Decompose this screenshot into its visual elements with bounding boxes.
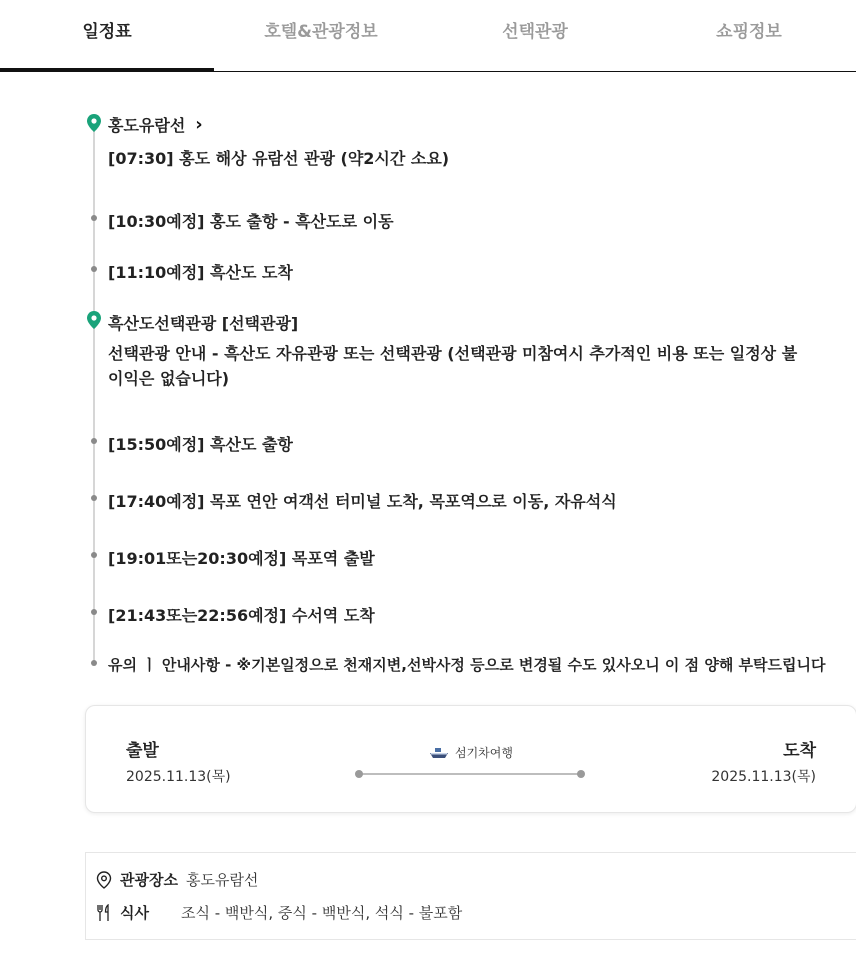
timeline-dot	[91, 495, 97, 501]
location-pin-icon	[87, 114, 101, 132]
timeline-line	[93, 124, 95, 664]
sightseeing-place-row	[96, 869, 258, 890]
place-title-text: 흑산도선택관광 [선택관광]	[108, 314, 299, 333]
location-pin-icon	[87, 311, 101, 329]
sightseeing-place-label: 관광장소	[120, 871, 178, 889]
route-line	[358, 773, 582, 775]
timeline-entry: [21:43또는22:56예정] 수서역 도착	[108, 606, 375, 625]
tab-itinerary[interactable]: 일정표	[82, 22, 132, 42]
meal-value: 조식 - 백반식, 중식 - 백반식, 석식 - 불포함	[180, 904, 463, 922]
tab-bar	[0, 0, 856, 72]
timeline-detail: 선택관광 안내 - 흑산도 자유관광 또는 선택관광 (선택관광 미참여시 추가적인 비용 또는 일정상 불이익은 없습니다)	[108, 344, 798, 388]
timeline-entry: [15:50예정] 흑산도 출항	[108, 435, 293, 454]
place-title-heuksan	[108, 311, 298, 334]
timeline-dot	[91, 438, 97, 444]
place-title-text: 홍도유람선	[108, 116, 186, 135]
day-info-box	[85, 852, 856, 940]
tab-shopping[interactable]: 쇼핑정보	[716, 22, 782, 42]
tab-hotel-sightseeing[interactable]: 호텔&관광정보	[264, 22, 378, 42]
sightseeing-place-value: 홍도유람선	[185, 871, 259, 889]
notice-text: 유의 ㅣ 안내사항 - ※기본일정으로 천재지변,선박사정 등으로 변경될 수도 있사오니 이 점 양해 부탁드립니다	[108, 656, 826, 674]
timeline-dot	[91, 266, 97, 272]
ship-icon	[429, 747, 449, 759]
timeline-entry: [11:10예정] 흑산도 도착	[108, 263, 293, 282]
tab-optional-tours[interactable]: 선택관광	[502, 22, 568, 42]
timeline-entry: [10:30예정] 홍도 출항 - 흑산도로 이동	[108, 212, 394, 231]
timeline-dot	[91, 609, 97, 615]
route-start-dot	[355, 770, 363, 778]
timeline-dot	[91, 215, 97, 221]
timeline-dot	[91, 660, 97, 666]
meal-row	[96, 902, 462, 923]
meal-label: 식사	[120, 904, 149, 922]
chevron-right-icon[interactable]: ›	[195, 114, 203, 135]
transport-mode	[429, 744, 513, 761]
route-end-dot	[577, 770, 585, 778]
departure-date: 2025.11.13(목)	[126, 769, 231, 785]
timeline-entry: [17:40예정] 목포 연안 여객선 터미널 도착, 목포역으로 이동, 자유석식	[108, 492, 617, 511]
tab-divider	[0, 71, 856, 72]
arrival-label: 도착	[783, 741, 816, 761]
timeline-detail: [07:30] 홍도 해상 유람선 관광 (약2시간 소요)	[108, 149, 450, 168]
place-title-hongdo[interactable]	[108, 113, 203, 136]
timeline-entry: [19:01또는20:30예정] 목포역 출발	[108, 549, 375, 568]
arrival-date: 2025.11.13(목)	[711, 769, 816, 785]
timeline-dot	[91, 552, 97, 558]
location-outline-icon	[96, 871, 112, 889]
departure-label: 출발	[126, 741, 159, 761]
trip-summary-card	[85, 705, 856, 813]
fork-knife-icon	[96, 904, 112, 922]
transport-mode-label: 섬기차여행	[455, 746, 513, 760]
